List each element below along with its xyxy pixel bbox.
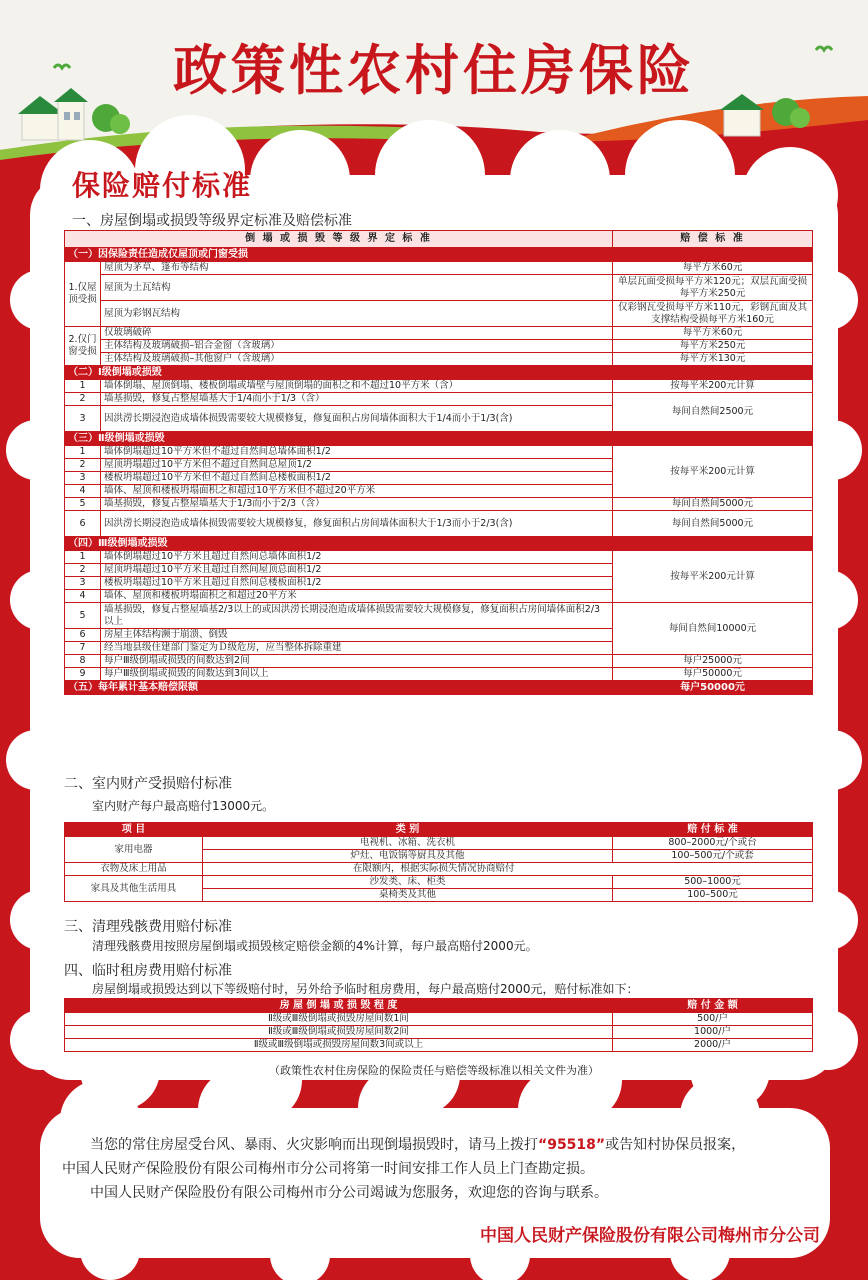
row-text: 墙体、屋顶和楼板坍塌面积之和超过20平方米 [101,590,613,603]
row-no: 5 [65,603,101,629]
footer-line1 [90,1133,830,1157]
row-pay: 100–500元 [613,889,813,902]
rental-table [64,998,813,1052]
group5-title: （五）每年累计基本赔偿限额 [65,681,613,695]
row-pay: 每平方米250元 [613,340,813,353]
row-no: 3 [65,406,101,432]
row-pay: 每间自然间5000元 [613,498,813,511]
poster-title: 政策性农村住房保险 [173,39,695,102]
row-item: 衣物及床上用品 [65,863,203,876]
row-pay: 按每平米200元计算 [613,446,813,498]
row-text: 屋顶为彩钢瓦结构 [101,301,613,327]
row-text: 主体结构及玻璃破损–其他窗户（含玻璃） [101,353,613,366]
header-item: 项 目 [65,823,203,837]
row-category: 电视机、冰箱、洗衣机 [203,837,613,850]
row-text: 因洪涝长期浸泡造成墙体损毁需要较大规模修复，修复面积占房间墙体面积大于1/4而小于1/3(含) [101,406,613,432]
row-text: 主体结构及玻璃破损–铝合金窗（含玻璃） [101,340,613,353]
row-text: 每户Ⅲ级倒塌或损毁的间数达到3间以上 [101,668,613,681]
row-text: 仅玻璃破碎 [101,327,613,340]
group4-title: （四）Ⅲ级倒塌或损毁 [65,537,813,551]
part4-note: 房屋倒塌或损毁达到以下等级赔付时，另外给予临时租房费用，每户最高赔付2000元，赔付标准如下： [92,982,639,996]
row-no: 5 [65,498,101,511]
row-pay: 单层瓦面受损每平方米120元；双层瓦面受损每平方米250元 [613,275,813,301]
row-pay: 每户50000元 [613,668,813,681]
row-text: 墙体倒塌、屋顶倒塌、楼板倒塌或墙壁与屋顶倒塌的面积之和不超过10平方米（含） [101,380,613,393]
row-text: 房屋主体结构濒于崩溃、倒毁 [101,629,613,642]
row-text: 墙基损毁，修复占整屋墙基大于1/4而小于1/3（含） [101,393,613,406]
footer-line1a: 当您的常住房屋受台风、暴雨、火灾影响而出现倒塌损毁时，请马上拨打 [90,1137,538,1153]
part2-heading: 二、室内财产受损赔付标准 [64,776,232,792]
part3-heading: 三、清理残骸费用赔付标准 [64,919,232,935]
row-pay: 按每平米200元计算 [613,380,813,393]
row-no: 6 [65,511,101,537]
row-item: 家具及其他生活用具 [65,876,203,902]
part3-note: 清理残骸费用按照房屋倒塌或损毁核定赔偿金额的4%计算，每户最高赔付2000元。 [92,939,538,953]
row-pay: 按每平米200元计算 [613,551,813,603]
row-pay: 每间自然间2500元 [613,393,813,432]
footer-line3: 中国人民财产保险股份有限公司梅州市分公司竭诚为您服务，欢迎您的咨询与联系。 [90,1185,608,1201]
row-text: 墙基损毁，修复占整屋墙基大于1/3而小于2/3（含） [101,498,613,511]
row-pay: 每间自然间5000元 [613,511,813,537]
row-no: 2 [65,393,101,406]
row-pay: 500–1000元 [613,876,813,889]
group3-title: （三）Ⅱ级倒塌或损毁 [65,432,813,446]
row-no: 4 [65,590,101,603]
row-no: 1 [65,551,101,564]
row-no: 2 [65,459,101,472]
hotline-number[interactable]: “95518” [538,1137,606,1153]
footer-line2: 中国人民财产保险股份有限公司梅州市分公司将第一时间安排工作人员上门查勘定损。 [62,1161,594,1177]
header-amount: 赔 付 金 额 [613,999,813,1013]
row-category: 炉灶、电饭锅等厨具及其他 [203,850,613,863]
row-category: 桌椅类及其他 [203,889,613,902]
row-pay: 每平方米60元 [613,327,813,340]
row-amount: 500/户 [613,1013,813,1026]
row-no: 4 [65,485,101,498]
part4-footnote: （政策性农村住房保险的保险责任与赔偿等级标准以相关文件为准） [269,1064,599,1077]
row-text: 墙体倒塌超过10平方米且超过自然间总墙体面积1/2 [101,551,613,564]
group5-pay: 每户50000元 [613,681,813,695]
row-no: 9 [65,668,101,681]
header-category: 类 别 [203,823,613,837]
header-standard: 赔 付 标 准 [613,823,813,837]
row-pay: 每户25000元 [613,655,813,668]
row-text: 墙体、屋顶和楼板坍塌面积之和超过10平方米但不超过20平方米 [101,485,613,498]
row-pay: 每间自然间10000元 [613,603,813,655]
part1-heading: 一、房屋倒塌或损毁等级界定标准及赔偿标准 [72,213,352,229]
row-no: 7 [65,642,101,655]
row-text: 楼板坍塌超过10平方米且超过自然间总楼板面积1/2 [101,577,613,590]
row-text: 因洪涝长期浸泡造成墙体损毁需要较大规模修复，修复面积占房间墙体面积大于1/3而小于2/3(含) [101,511,613,537]
row-text: 每户Ⅲ级倒塌或损毁的间数达到2间 [101,655,613,668]
group2-title: （二）Ⅰ级倒塌或损毁 [65,366,813,380]
row-text: 屋顶为茅草、篷布等结构 [101,262,613,275]
row-degree: Ⅱ级或Ⅲ级倒塌或损毁房屋间数1间 [65,1013,613,1026]
row-text: 经当地县级住建部门鉴定为Ｄ级危房，应当整体拆除重建 [101,642,613,655]
row-category: 沙发类、床、柜类 [203,876,613,889]
header-criteria: 倒 塌 或 损 毁 等 级 界 定 标 准 [65,231,613,248]
row-text: 楼板坍塌超过10平方米但不超过自然间总楼板面积1/2 [101,472,613,485]
row-pay: 每平方米130元 [613,353,813,366]
row-amount: 2000/户 [613,1039,813,1052]
row-amount: 1000/户 [613,1026,813,1039]
header-degree: 房 屋 倒 塌 或 损 毁 程 度 [65,999,613,1013]
property-table [64,822,813,902]
row-degree: Ⅱ级或Ⅲ级倒塌或损毁房屋间数2间 [65,1026,613,1039]
row-pay: 800–2000元/个或台 [613,837,813,850]
row-text: 墙体倒塌超过10平方米但不超过自然间总墙体面积1/2 [101,446,613,459]
row-pay: 仅彩钢瓦受损每平方米110元，彩钢瓦面及其支撑结构受损每平方米160元 [613,301,813,327]
row-text: 屋顶坍塌超过10平方米且超过自然间屋顶总面积1/2 [101,564,613,577]
row-text: 屋顶坍塌超过10平方米但不超过自然间总屋顶1/2 [101,459,613,472]
row-no: 3 [65,577,101,590]
damage-standard-table [64,230,813,695]
row-pay: 每平方米60元 [613,262,813,275]
company-signature: 中国人民财产保险股份有限公司梅州市分公司 [480,1226,820,1246]
row-text: 墙基损毁，修复占整屋墙基2/3以上的或因洪涝长期浸泡造成墙体损毁需要较大规模修复，修复面积占房间墙体面积2/3以上 [101,603,613,629]
row-no: 1 [65,380,101,393]
part4-heading: 四、临时租房费用赔付标准 [64,963,232,979]
row-item: 家用电器 [65,837,203,863]
footer-line1b: 或告知村协保员报案， [605,1137,746,1153]
row-no: 6 [65,629,101,642]
row-no: 1 [65,446,101,459]
row-no: 3 [65,472,101,485]
row-category: 在限额内，根据实际损失情况协商赔付 [203,863,813,876]
row-pay: 100–500元/个或套 [613,850,813,863]
window-label: 2.仅门窗受损 [65,327,101,366]
part2-note: 室内财产每户最高赔付13000元。 [92,799,275,813]
group1-title: （一）因保险责任造成仅屋顶或门窗受损 [65,248,813,262]
roof-label: 1.仅屋顶受损 [65,262,101,327]
row-no: 8 [65,655,101,668]
section-heading: 保险赔付标准 [72,169,253,202]
row-degree: Ⅱ级或Ⅲ级倒塌或损毁房屋间数3间或以上 [65,1039,613,1052]
row-no: 2 [65,564,101,577]
row-text: 屋顶为土瓦结构 [101,275,613,301]
header-payout: 赔 偿 标 准 [613,231,813,248]
